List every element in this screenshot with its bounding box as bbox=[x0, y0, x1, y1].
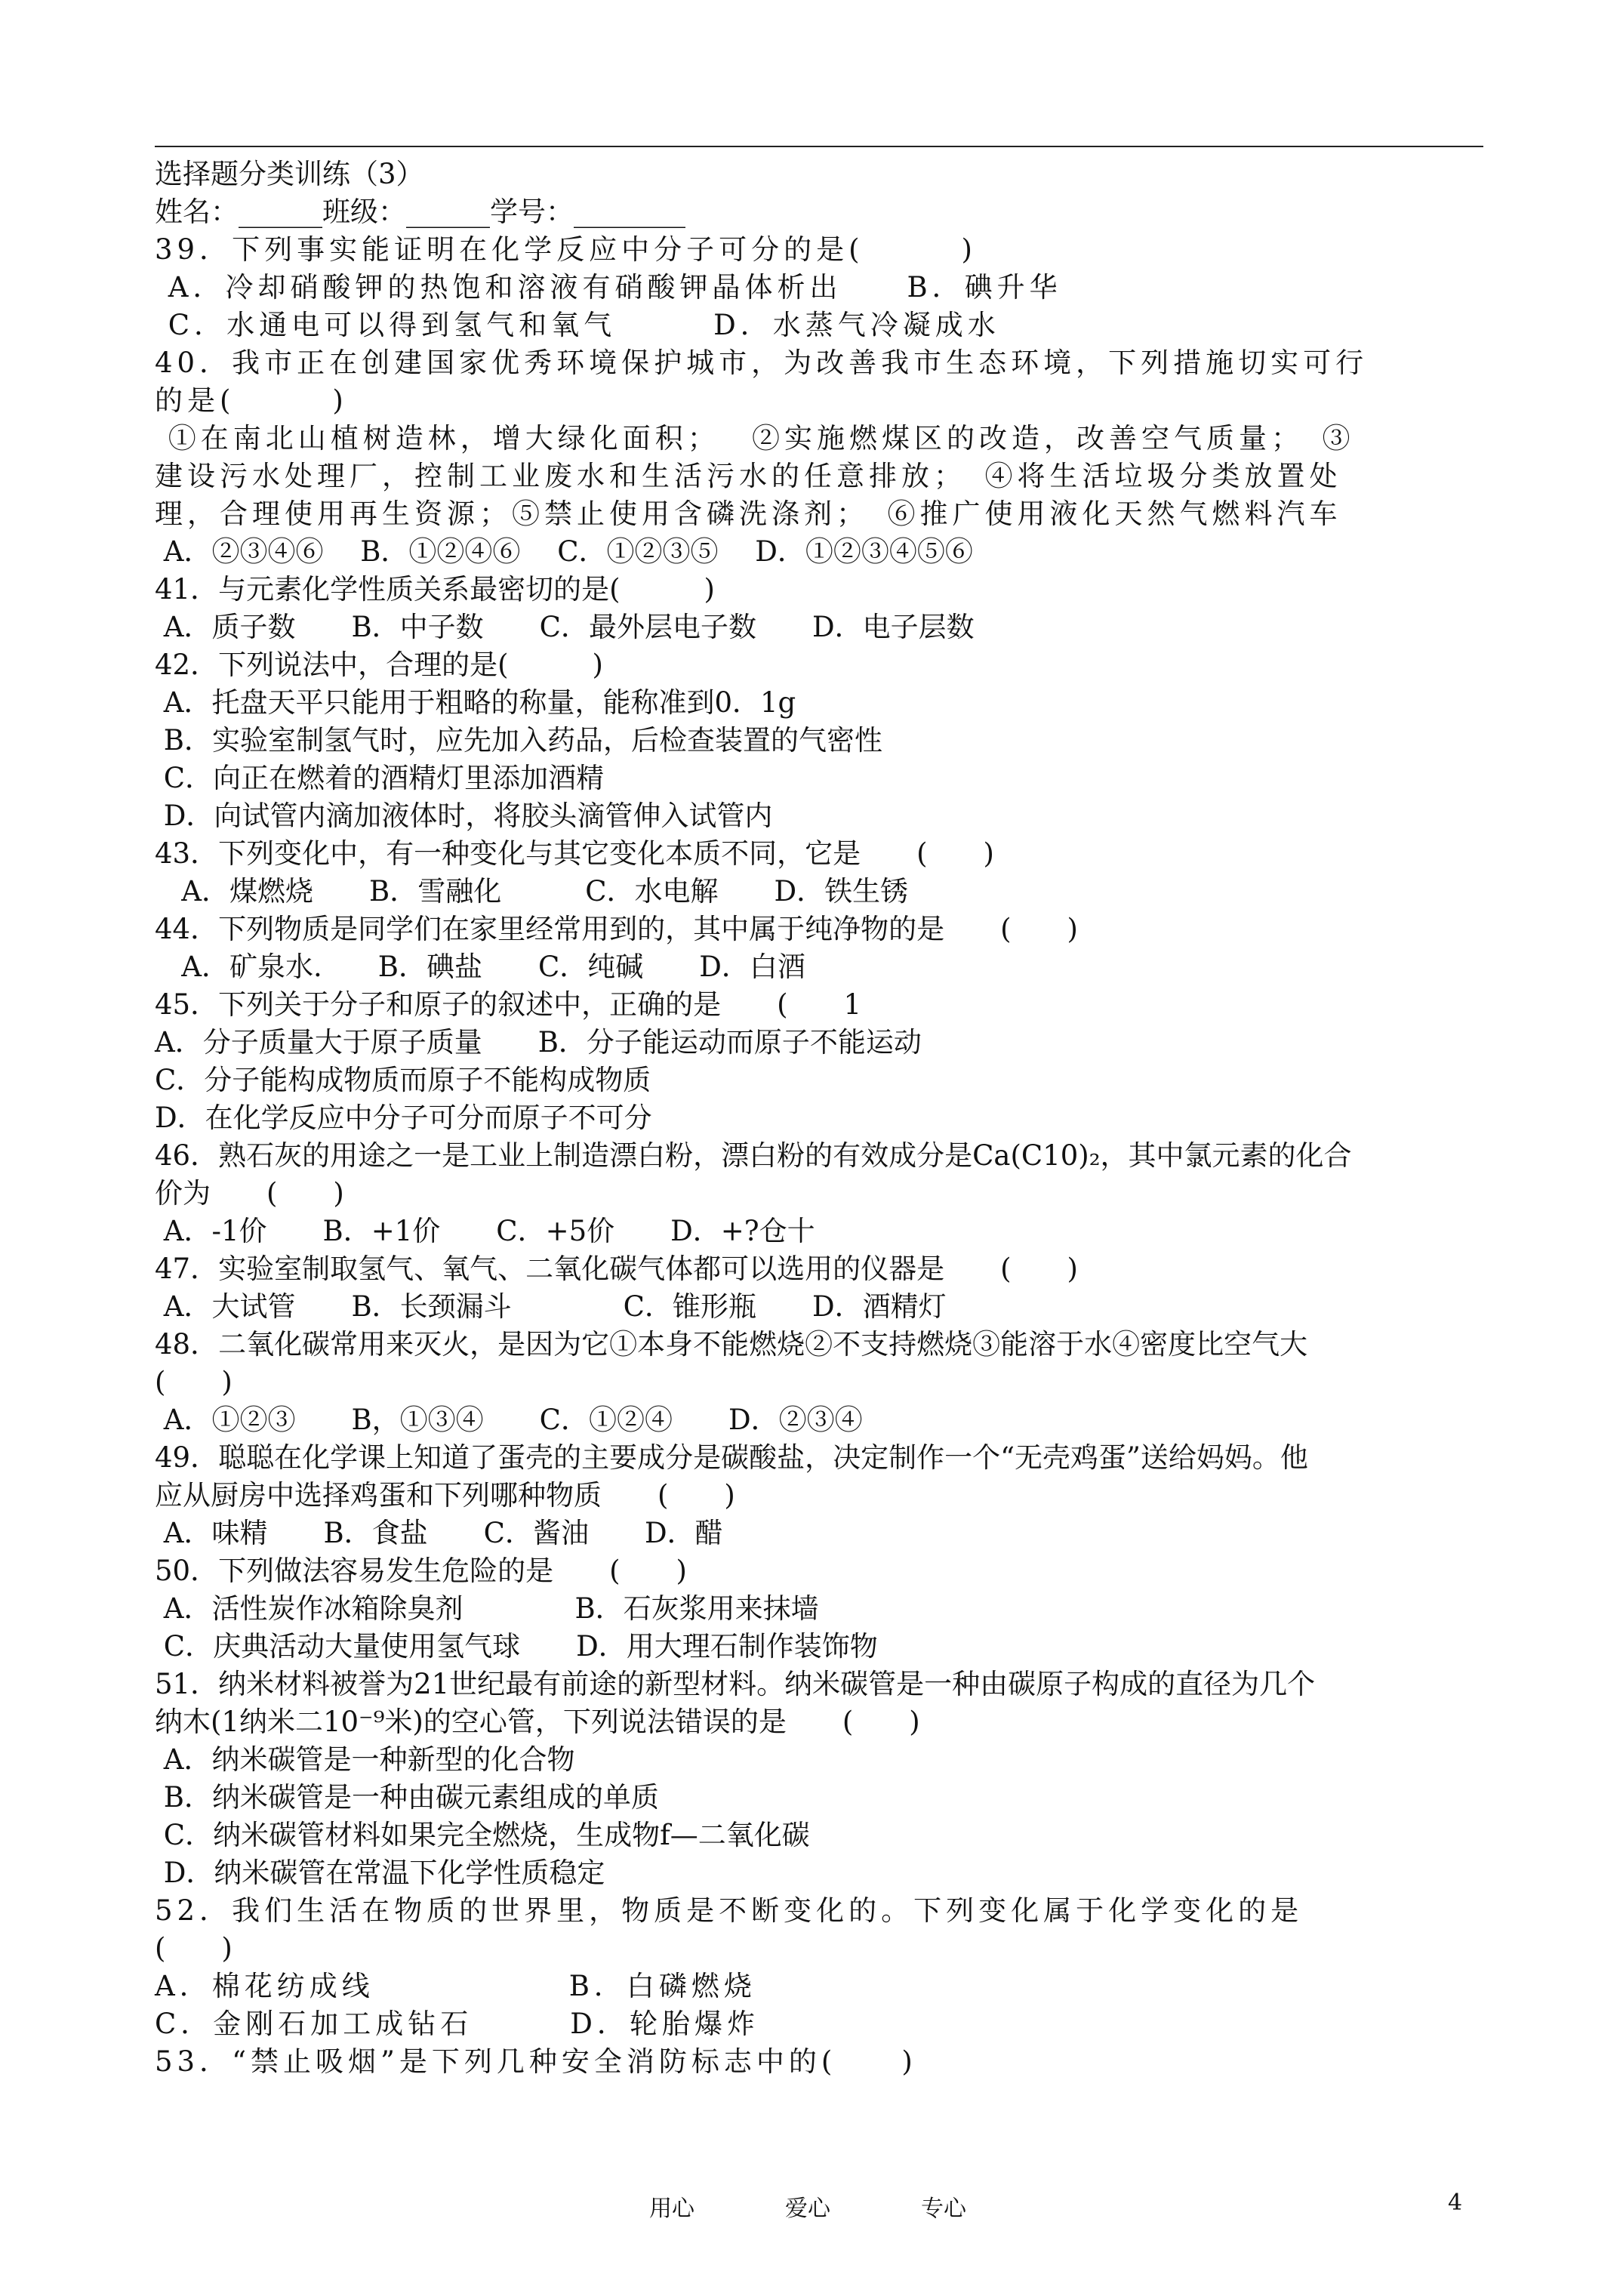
text-line: 建设污水处理厂，控制工业废水和生活污水的任意排放； ④将生活垃圾分类放置处 bbox=[155, 460, 1342, 492]
text-line: C．纳米碳管材料如果完全燃烧，生成物f—二氧化碳 bbox=[155, 1819, 810, 1851]
text-line: 理，合理使用再生资源；⑤禁止使用含磷洗涤剂； ⑥推广使用液化天然气燃料汽车 bbox=[155, 498, 1342, 530]
text-line: C．分子能构成物质而原子不能构成物质 bbox=[155, 1064, 651, 1096]
text-line: A．煤燃烧 B．雪融化 C．水电解 D．铁生锈 bbox=[155, 875, 909, 908]
text-line: A．①②③ B，①③④ C．①②④ D．②③④ bbox=[155, 1404, 863, 1436]
text-line: 41．与元素化学性质关系最密切的是( ) bbox=[155, 573, 715, 606]
text-line: A．托盘天平只能用于粗略的称量，能称准到0．1g bbox=[155, 686, 796, 719]
text-line: 价为 ( ) bbox=[155, 1177, 344, 1210]
text-line: 46．熟石灰的用途之一是工业上制造漂白粉，漂白粉的有效成分是Ca(C10)₂，其中氯元素的化合 bbox=[155, 1139, 1352, 1172]
text-line: 49．聪聪在化学课上知道了蛋壳的主要成分是碳酸盐，决定制作一个“无壳鸡蛋”送给妈妈。他 bbox=[155, 1441, 1308, 1474]
footer-item: 专心 bbox=[921, 2196, 966, 2222]
text-line: A．冷却硝酸钾的热饱和溶液有硝酸钾晶体析出 B．碘升华 bbox=[155, 271, 1062, 304]
text-line: 53．“禁止吸烟”是下列几种安全消防标志中的( ) bbox=[155, 2045, 917, 2078]
page-footer bbox=[0, 2190, 1623, 2227]
footer-item: 爱心 bbox=[785, 2196, 830, 2222]
page-number: 4 bbox=[1448, 2190, 1463, 2216]
footer-item: 用心 bbox=[649, 2196, 694, 2222]
text-line: A．-1价 B．+1价 C．+5价 D．+?仓十 bbox=[155, 1215, 815, 1247]
text-line: A．大试管 B．长颈漏斗 C．锥形瓶 D．酒精灯 bbox=[155, 1290, 947, 1323]
text-line: 45．下列关于分子和原子的叙述中，正确的是 ( 1 bbox=[155, 988, 862, 1021]
text-line: 44．下列物质是同学们在家里经常用到的，其中属于纯净物的是 ( ) bbox=[155, 913, 1078, 945]
text-line: C．金刚石加工成钻石 D．轮胎爆炸 bbox=[155, 2008, 759, 2040]
text-line: B．实验室制氢气时，应先加入药品，后检查装置的气密性 bbox=[155, 724, 882, 757]
footer-slogan bbox=[649, 2190, 966, 2223]
text-line: 选择题分类训练（3） bbox=[155, 158, 424, 190]
text-line: ( ) bbox=[155, 1366, 233, 1398]
text-line: C．庆典活动大量使用氢气球 D．用大理石制作装饰物 bbox=[155, 1630, 878, 1663]
text-line: A．味精 B．食盐 C．酱油 D．醋 bbox=[155, 1517, 723, 1549]
text-line: A．矿泉水. B．碘盐 C．纯碱 D．白酒 bbox=[155, 951, 805, 983]
text-line: A．分子质量大于原子质量 B．分子能运动而原子不能运动 bbox=[155, 1026, 922, 1059]
text-line: A．棉花纺成线 B．白磷燃烧 bbox=[155, 1970, 756, 2002]
text-line: D．纳米碳管在常温下化学性质稳定 bbox=[155, 1857, 605, 1889]
text-line: 51．纳米材料被誉为21世纪最有前途的新型材料。纳米碳管是一种由碳原子构成的直径为几个 bbox=[155, 1668, 1316, 1700]
text-line: D．在化学反应中分子可分而原子不可分 bbox=[155, 1102, 652, 1134]
text-line: A．活性炭作冰箱除臭剂 B．石灰浆用来抹墙 bbox=[155, 1592, 819, 1625]
text-line: ①在南北山植树造林，增大绿化面积； ②实施燃煤区的改造，改善空气质量； ③ bbox=[155, 422, 1355, 455]
text-line: A．质子数 B．中子数 C．最外层电子数 D．电子层数 bbox=[155, 611, 975, 643]
text-line: 的是( ) bbox=[155, 384, 348, 417]
text-line: 47．实验室制取氢气、氧气、二氧化碳气体都可以选用的仪器是 ( ) bbox=[155, 1253, 1078, 1285]
text-line: 39．下列事实能证明在化学反应中分子可分的是( ) bbox=[155, 233, 977, 266]
text-line: 43．下列变化中，有一种变化与其它变化本质不同，它是 ( ) bbox=[155, 837, 994, 870]
text-line: 50．下列做法容易发生危险的是 ( ) bbox=[155, 1555, 687, 1587]
header-rule bbox=[155, 146, 1483, 147]
text-line: C．向正在燃着的酒精灯里添加酒精 bbox=[155, 762, 605, 794]
text-line: 姓名：______班级：______学号：________ bbox=[155, 196, 685, 228]
text-line: B．纳米碳管是一种由碳元素组成的单质 bbox=[155, 1781, 659, 1814]
text-line: 应从厨房中选择鸡蛋和下列哪种物质 ( ) bbox=[155, 1479, 735, 1512]
text-line: 42．下列说法中，合理的是( ) bbox=[155, 649, 603, 681]
text-line: 40．我市正在创建国家优秀环境保护城市，为改善我市生态环境，下列措施切实可行 bbox=[155, 347, 1369, 379]
text-line: C．水通电可以得到氢气和氧气 D．水蒸气冷凝成水 bbox=[155, 309, 1000, 341]
text-line: 48．二氧化碳常用来灭火，是因为它①本身不能燃烧②不支持燃烧③能溶于水④密度比空气大 bbox=[155, 1328, 1308, 1361]
text-line: ( ) bbox=[155, 1932, 233, 1965]
text-line: A．纳米碳管是一种新型的化合物 bbox=[155, 1743, 575, 1776]
text-line: 纳木(1纳米二10⁻⁹米)的空心管，下列说法错误的是 ( ) bbox=[155, 1706, 920, 1738]
text-line: A．②③④⑥ B．①②④⑥ C．①②③⑤ D．①②③④⑤⑥ bbox=[155, 535, 973, 568]
text-line: D．向试管内滴加液体时，将胶头滴管伸入试管内 bbox=[155, 800, 773, 832]
document-body bbox=[155, 156, 1483, 2081]
text-line: 52．我们生活在物质的世界里，物质是不断变化的。下列变化属于化学变化的是 bbox=[155, 1894, 1304, 1927]
